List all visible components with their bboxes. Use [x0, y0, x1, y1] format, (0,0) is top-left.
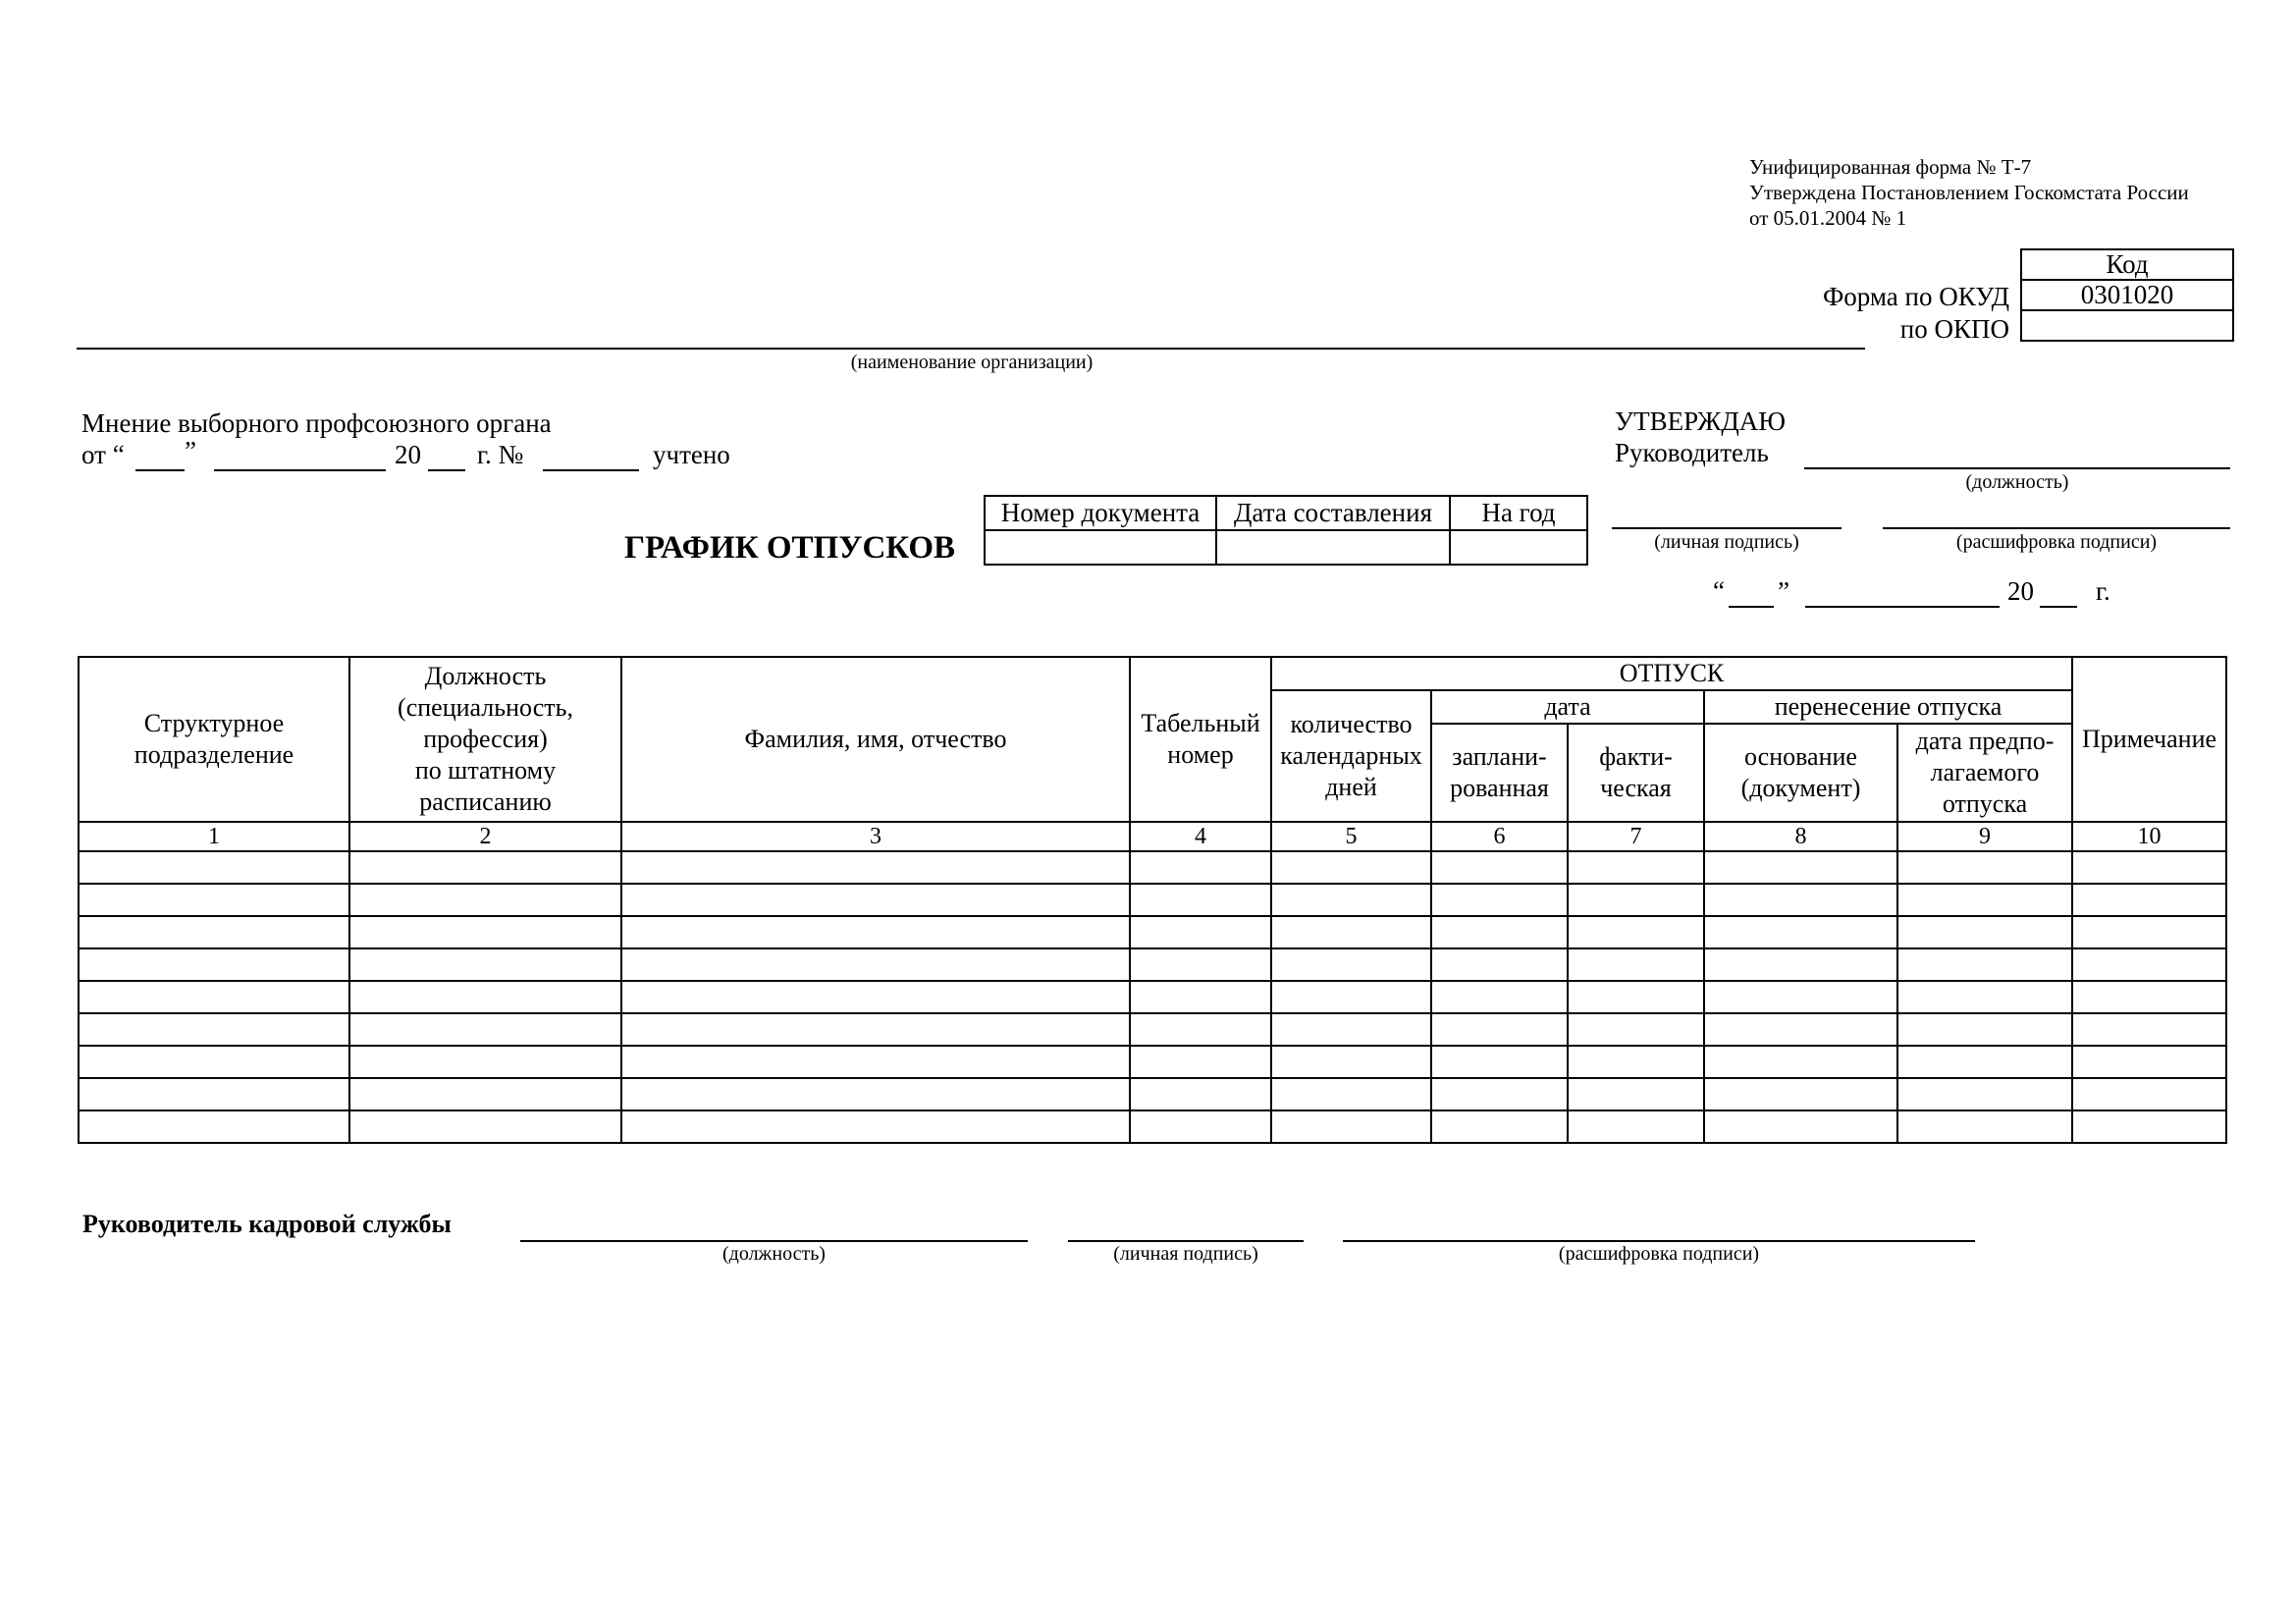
table-cell[interactable]	[1431, 1046, 1568, 1078]
table-row	[79, 1078, 2226, 1110]
hr-decoding-caption: (расшифровка подписи)	[1558, 1243, 1760, 1265]
table-cell[interactable]	[1130, 981, 1271, 1013]
union-quote-close: ”	[185, 436, 196, 465]
approval-day-field[interactable]	[1729, 606, 1774, 608]
table-cell[interactable]	[1897, 1046, 2072, 1078]
table-cell[interactable]	[621, 948, 1130, 981]
table-cell[interactable]	[621, 1013, 1130, 1046]
table-cell[interactable]	[1271, 1013, 1431, 1046]
header-transfer-group: перенесение отпуска	[1704, 690, 2072, 724]
header-expected-date	[1897, 724, 2072, 822]
table-body	[79, 851, 2226, 1143]
header-date-group: дата	[1431, 690, 1704, 724]
table-cell[interactable]	[1130, 948, 1271, 981]
table-cell[interactable]	[1271, 981, 1431, 1013]
table-cell[interactable]	[1897, 948, 2072, 981]
table-cell[interactable]	[79, 851, 349, 884]
approval-month-field[interactable]	[1805, 606, 2000, 608]
table-cell[interactable]	[79, 884, 349, 916]
column-number: 3	[621, 822, 1130, 851]
table-cell[interactable]	[1431, 851, 1568, 884]
table-cell[interactable]	[1897, 851, 2072, 884]
table-cell[interactable]	[349, 1013, 621, 1046]
column-number: 5	[1271, 822, 1431, 851]
table-cell[interactable]	[1897, 981, 2072, 1013]
table-cell[interactable]	[1130, 884, 1271, 916]
column-number: 4	[1130, 822, 1271, 851]
table-cell[interactable]	[1431, 981, 1568, 1013]
head-decoding-field[interactable]	[1883, 527, 2230, 529]
table-cell[interactable]	[1897, 1110, 2072, 1143]
table-row	[79, 884, 2226, 916]
column-numbers-row	[79, 822, 2226, 851]
code-table	[2020, 248, 2234, 342]
header-expected-line: отпуска	[1942, 789, 2028, 818]
header-planned-line: заплани-	[1452, 742, 1547, 771]
table-cell[interactable]	[2072, 916, 2226, 948]
header-actual-line: факти-	[1599, 742, 1673, 771]
table-cell[interactable]	[621, 981, 1130, 1013]
page-title: ГРАФИК ОТПУСКОВ	[624, 530, 956, 566]
table-cell[interactable]	[1271, 1046, 1431, 1078]
table-cell[interactable]	[1130, 916, 1271, 948]
table-cell[interactable]	[349, 981, 621, 1013]
table-cell[interactable]	[1704, 981, 1897, 1013]
table-cell[interactable]	[1130, 851, 1271, 884]
form-info-line: Утверждена Постановлением Госкомстата России	[1749, 181, 2189, 204]
header-position	[349, 657, 621, 822]
organization-caption: (наименование организации)	[850, 352, 1094, 373]
table-cell[interactable]	[1431, 884, 1568, 916]
head-position-field[interactable]	[1804, 467, 2230, 469]
head-position-caption: (должность)	[1965, 471, 2069, 493]
union-year-prefix: 20	[395, 440, 421, 469]
approve-label: УТВЕРЖДАЮ	[1615, 406, 1787, 436]
table-cell[interactable]	[1568, 1046, 1704, 1078]
table-cell[interactable]	[1704, 1078, 1897, 1110]
header-calendar-days	[1271, 690, 1431, 822]
header-actual-line: ческая	[1600, 774, 1672, 802]
hr-signature-field[interactable]	[1068, 1240, 1304, 1242]
table-cell[interactable]	[2072, 1078, 2226, 1110]
table-cell[interactable]	[1271, 1078, 1431, 1110]
table-cell[interactable]	[1897, 916, 2072, 948]
header-days-line: календарных	[1280, 741, 1422, 770]
table-cell[interactable]	[1271, 916, 1431, 948]
table-cell[interactable]	[2072, 948, 2226, 981]
table-cell[interactable]	[1271, 884, 1431, 916]
approval-year-field[interactable]	[2040, 606, 2077, 608]
approval-year-suffix: г.	[2096, 576, 2110, 606]
table-cell[interactable]	[1130, 1046, 1271, 1078]
table-cell[interactable]	[1271, 851, 1431, 884]
column-number: 7	[1568, 822, 1704, 851]
okpo-value[interactable]	[2021, 310, 2233, 341]
table-cell[interactable]	[349, 1110, 621, 1143]
doc-date-value[interactable]	[1216, 530, 1450, 565]
doc-year-value[interactable]	[1450, 530, 1587, 565]
table-row	[79, 916, 2226, 948]
table-cell[interactable]	[349, 916, 621, 948]
table-cell[interactable]	[1271, 948, 1431, 981]
form-info	[1749, 154, 2189, 231]
table-cell[interactable]	[79, 1078, 349, 1110]
table-cell[interactable]	[621, 851, 1130, 884]
table-cell[interactable]	[1897, 884, 2072, 916]
table-cell[interactable]	[1568, 1013, 1704, 1046]
table-cell[interactable]	[1897, 1013, 2072, 1046]
union-month-field[interactable]	[214, 469, 386, 471]
union-accounted-label: учтено	[653, 440, 730, 469]
organization-name-field[interactable]	[77, 348, 1865, 350]
head-signature-caption: (личная подпись)	[1654, 531, 1799, 553]
table-cell[interactable]	[79, 1046, 349, 1078]
table-cell[interactable]	[1271, 1110, 1431, 1143]
header-transfer-basis	[1704, 724, 1897, 822]
table-row	[79, 1046, 2226, 1078]
table-cell[interactable]	[1568, 1110, 1704, 1143]
hr-head-label: Руководитель кадровой службы	[82, 1210, 452, 1238]
table-cell[interactable]	[1704, 916, 1897, 948]
header-personnel-line: номер	[1167, 740, 1234, 769]
approval-quote-open: “	[1713, 576, 1725, 606]
table-row	[79, 851, 2226, 884]
header-vacation: ОТПУСК	[1271, 657, 2072, 690]
table-row	[79, 1013, 2226, 1046]
header-full-name: Фамилия, имя, отчество	[621, 657, 1130, 822]
header-basis-line: (документ)	[1740, 774, 1861, 802]
header-basis-line: основание	[1744, 742, 1857, 771]
table-cell[interactable]	[621, 1078, 1130, 1110]
column-number: 2	[349, 822, 621, 851]
union-date-from: от “	[81, 440, 125, 469]
header-position-line: профессия)	[423, 725, 548, 753]
table-cell[interactable]	[1568, 916, 1704, 948]
okud-value[interactable]: 0301020	[2021, 280, 2233, 310]
header-position-line: расписанию	[419, 787, 552, 816]
header-personnel-line: Табельный	[1141, 709, 1260, 737]
table-cell[interactable]	[1431, 1110, 1568, 1143]
header-position-line: по штатному	[414, 756, 557, 785]
form-info-line: от 05.01.2004 № 1	[1749, 206, 1907, 230]
approval-year-prefix: 20	[2007, 576, 2034, 606]
vacation-schedule-table	[78, 656, 2227, 1144]
approval-quote-close: ”	[1778, 576, 1789, 606]
table-cell[interactable]	[1568, 884, 1704, 916]
column-number: 6	[1431, 822, 1568, 851]
table-row	[79, 981, 2226, 1013]
form-info-line: Унифицированная форма № Т-7	[1749, 155, 2032, 179]
table-cell[interactable]	[2072, 1110, 2226, 1143]
doc-year-header: На год	[1450, 496, 1587, 530]
table-cell[interactable]	[1431, 948, 1568, 981]
hr-position-field[interactable]	[520, 1240, 1028, 1242]
document-info-table	[984, 495, 1588, 566]
head-decoding-caption: (расшифровка подписи)	[1955, 531, 2158, 553]
table-cell[interactable]	[1568, 1078, 1704, 1110]
header-note: Примечание	[2072, 657, 2226, 822]
doc-date-header: Дата составления	[1216, 496, 1450, 530]
table-cell[interactable]	[79, 1110, 349, 1143]
hr-position-caption: (должность)	[722, 1243, 826, 1265]
table-cell[interactable]	[1704, 948, 1897, 981]
table-cell[interactable]	[2072, 851, 2226, 884]
table-cell[interactable]	[2072, 884, 2226, 916]
table-cell[interactable]	[2072, 1013, 2226, 1046]
header-position-line: Должность	[424, 662, 547, 690]
head-label: Руководитель	[1615, 438, 1769, 467]
table-cell[interactable]	[349, 948, 621, 981]
table-cell[interactable]	[2072, 1046, 2226, 1078]
table-cell[interactable]	[79, 981, 349, 1013]
table-cell[interactable]	[621, 884, 1130, 916]
header-days-line: дней	[1325, 773, 1377, 801]
table-cell[interactable]	[1568, 948, 1704, 981]
header-position-line: (специальность,	[398, 693, 573, 722]
table-cell[interactable]	[349, 851, 621, 884]
union-opinion-label: Мнение выборного профсоюзного органа	[81, 408, 552, 438]
table-cell[interactable]	[1431, 1078, 1568, 1110]
header-personnel-number	[1130, 657, 1271, 822]
header-expected-line: лагаемого	[1930, 758, 2040, 786]
hr-signature-caption: (личная подпись)	[1113, 1243, 1258, 1265]
table-row	[79, 1110, 2226, 1143]
table-cell[interactable]	[79, 916, 349, 948]
table-cell[interactable]	[621, 1110, 1130, 1143]
table-cell[interactable]	[349, 884, 621, 916]
table-cell[interactable]	[621, 916, 1130, 948]
table-cell[interactable]	[2072, 981, 2226, 1013]
okud-label: Форма по ОКУД	[1822, 282, 2009, 311]
header-planned-date	[1431, 724, 1568, 822]
column-number: 9	[1897, 822, 2072, 851]
table-cell[interactable]	[79, 948, 349, 981]
code-header: Код	[2021, 249, 2233, 280]
table-cell[interactable]	[1704, 851, 1897, 884]
union-number-field[interactable]	[543, 469, 639, 471]
table-cell[interactable]	[1431, 1013, 1568, 1046]
table-cell[interactable]	[349, 1078, 621, 1110]
table-cell[interactable]	[1130, 1013, 1271, 1046]
doc-number-header: Номер документа	[985, 496, 1216, 530]
union-day-field[interactable]	[135, 469, 185, 471]
head-signature-field[interactable]	[1612, 527, 1842, 529]
table-cell[interactable]	[1130, 1110, 1271, 1143]
doc-number-value[interactable]	[985, 530, 1216, 565]
union-number-label: г. №	[477, 440, 524, 469]
header-planned-line: рованная	[1450, 774, 1549, 802]
table-cell[interactable]	[1704, 1046, 1897, 1078]
header-days-line: количество	[1290, 710, 1413, 738]
table-cell[interactable]	[1130, 1078, 1271, 1110]
table-cell[interactable]	[1704, 884, 1897, 916]
table-cell[interactable]	[1704, 1013, 1897, 1046]
hr-decoding-field[interactable]	[1343, 1240, 1975, 1242]
column-number: 8	[1704, 822, 1897, 851]
header-structural-unit: Структурное подразделение	[79, 657, 349, 822]
table-cell[interactable]	[1431, 916, 1568, 948]
table-row	[79, 948, 2226, 981]
column-number: 1	[79, 822, 349, 851]
table-cell[interactable]	[621, 1046, 1130, 1078]
okpo-label: по ОКПО	[1899, 314, 2009, 344]
table-cell[interactable]	[79, 1013, 349, 1046]
header-actual-date	[1568, 724, 1704, 822]
table-cell[interactable]	[1568, 851, 1704, 884]
column-number: 10	[2072, 822, 2226, 851]
table-cell[interactable]	[349, 1046, 621, 1078]
table-cell[interactable]	[1568, 981, 1704, 1013]
table-cell[interactable]	[1897, 1078, 2072, 1110]
header-expected-line: дата предпо-	[1915, 727, 2055, 755]
table-cell[interactable]	[1704, 1110, 1897, 1143]
union-year-field[interactable]	[428, 469, 465, 471]
